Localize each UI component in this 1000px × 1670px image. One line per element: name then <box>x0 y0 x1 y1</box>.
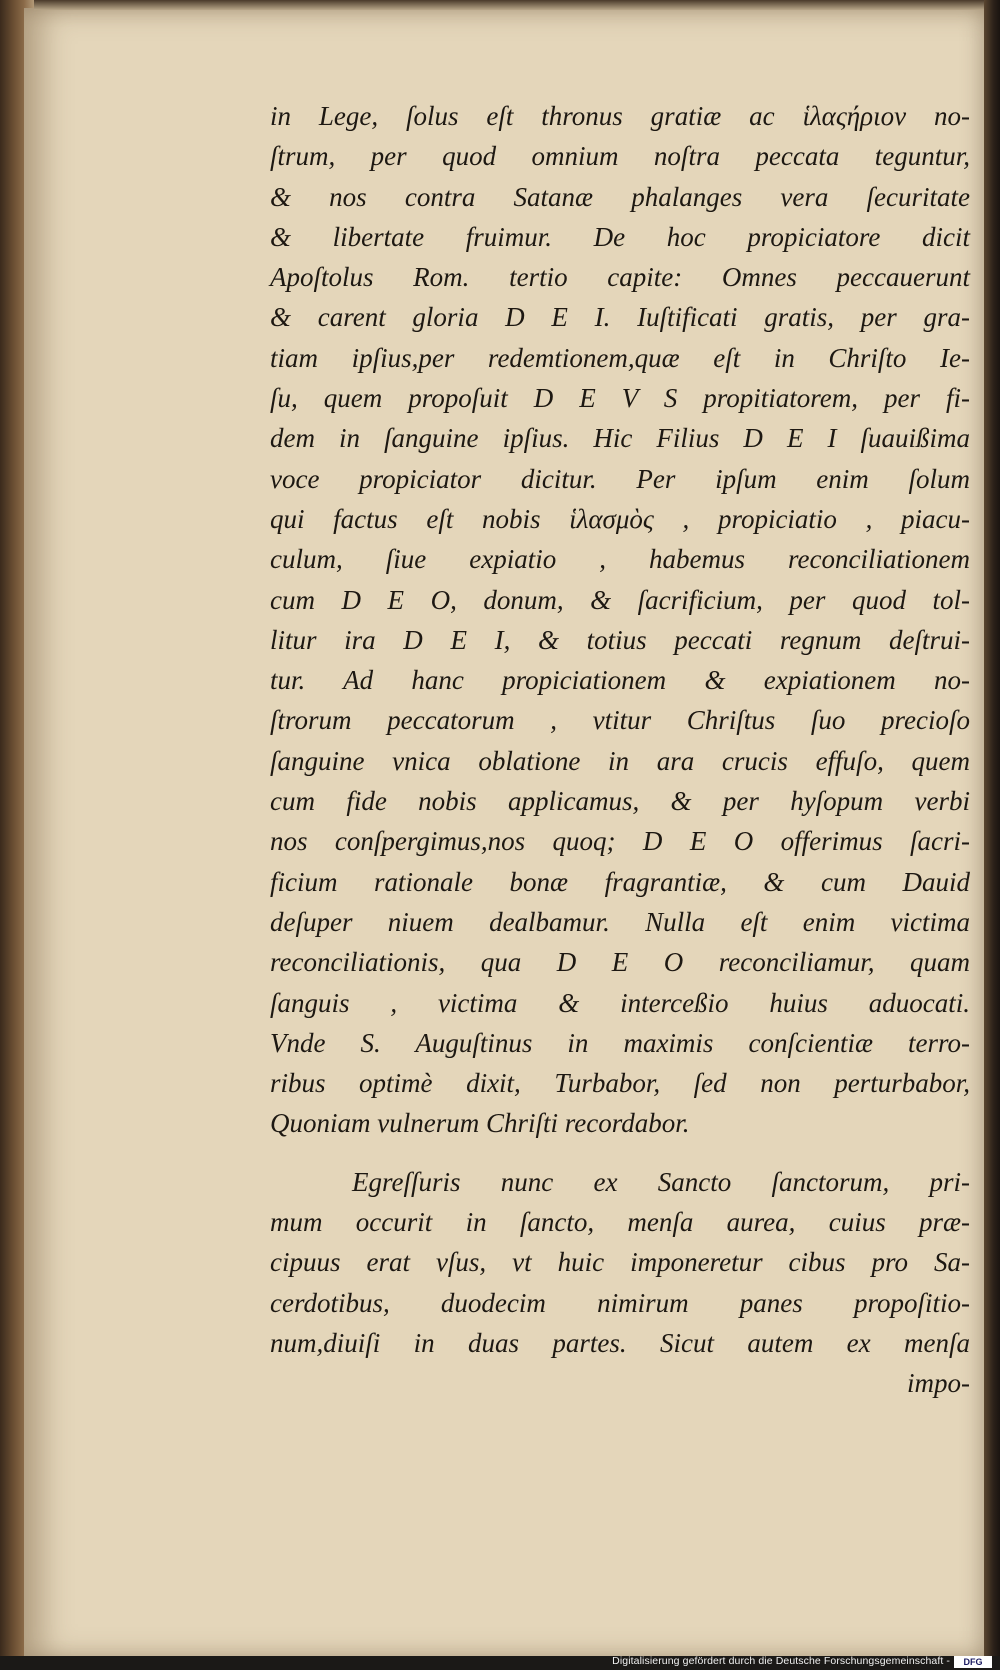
text-line: reconciliationis, qua D E O reconciliamur, quam <box>270 947 970 978</box>
catchword: impo- <box>907 1368 970 1399</box>
paragraph-gap <box>270 1144 970 1162</box>
text-line: ſanguine vnica oblatione in ara crucis effuſo, quem <box>270 745 970 776</box>
dfg-logo: DFG <box>954 1656 992 1668</box>
page-text-block <box>270 96 970 1404</box>
text-line: cum fide nobis applicamus, & per hyſopum verbi <box>270 786 970 817</box>
text-line: Quoniam vulnerum Chriſti recordabor. <box>270 1108 690 1139</box>
text-line: qui factus eſt nobis ἱλασμὸς , propiciatio , piacu- <box>270 503 970 534</box>
page-right-edge <box>984 0 1000 1660</box>
text-line: mum occurit in ſancto, menſa aurea, cuius præ- <box>270 1207 970 1238</box>
text-line: & carent gloria D E I. Iuſtificati gratis, per gra- <box>270 302 970 333</box>
text-line: Vnde S. Auguſtinus in maximis conſcientiæ terro- <box>270 1027 970 1058</box>
text-line: & nos contra Satanæ phalanges vera ſecuritate <box>270 181 970 212</box>
text-line: nos conſpergimus,nos quoq; D E O offerimus ſacri- <box>270 826 970 857</box>
text-line: in Lege, ſolus eſt thronus gratiæ ac ἱλαςήριον no- <box>270 101 970 131</box>
text-line: ribus optimè dixit, Turbabor, ſed non perturbabor, <box>270 1068 970 1099</box>
text-line: cum D E O, donum, & ſacrificium, per quod tol- <box>270 584 970 615</box>
text-line: ficium rationale bonæ fragrantiæ, & cum Dauid <box>270 866 970 897</box>
text-line: cerdotibus, duodecim nimirum panes propoſitio- <box>270 1287 970 1318</box>
text-line: num,diuiſi in duas partes. Sicut autem ex menſa <box>270 1327 970 1358</box>
text-line: voce propiciator dicitur. Per ipſum enim ſolum <box>270 463 970 494</box>
text-line: ſtrorum peccatorum , vtitur Chriſtus ſuo precioſo <box>270 705 970 736</box>
text-line: deſuper niuem dealbamur. Nulla eſt enim victima <box>270 906 970 937</box>
text-line: & libertate fruimur. De hoc propiciatore dicit <box>270 221 970 252</box>
text-line: litur ira D E I, & totius peccati regnum deſtrui- <box>270 624 970 655</box>
text-line: ſanguis , victima & interceßio huius aduocati. <box>270 987 970 1018</box>
funding-credit: Digitalisierung gefördert durch die Deutsche Forschungsgemeinschaft - <box>612 1655 950 1667</box>
text-line: tiam ipſius,per redemtionem,quæ eſt in Chriſto Ie- <box>270 342 970 373</box>
text-line: ſtrum, per quod omnium noſtra peccata teguntur, <box>270 141 970 172</box>
page-top-edge <box>34 0 984 10</box>
text-line: ſu, quem propoſuit D E V S propitiatorem, per fi- <box>270 383 970 414</box>
text-line: tur. Ad hanc propiciationem & expiationem no- <box>270 665 970 696</box>
text-line: Apoſtolus Rom. tertio capite: Omnes peccauerunt <box>270 262 970 293</box>
paragraph-first-line: Egreſſuris nunc ex Sancto ſanctorum, pri- <box>352 1166 970 1197</box>
text-line: dem in ſanguine ipſius. Hic Filius D E I ſuauißima <box>270 423 970 454</box>
text-line: culum, ſiue expiatio , habemus reconciliationem <box>270 544 970 575</box>
text-line: cipuus erat vſus, vt huic imponeretur cibus pro Sa- <box>270 1247 970 1278</box>
